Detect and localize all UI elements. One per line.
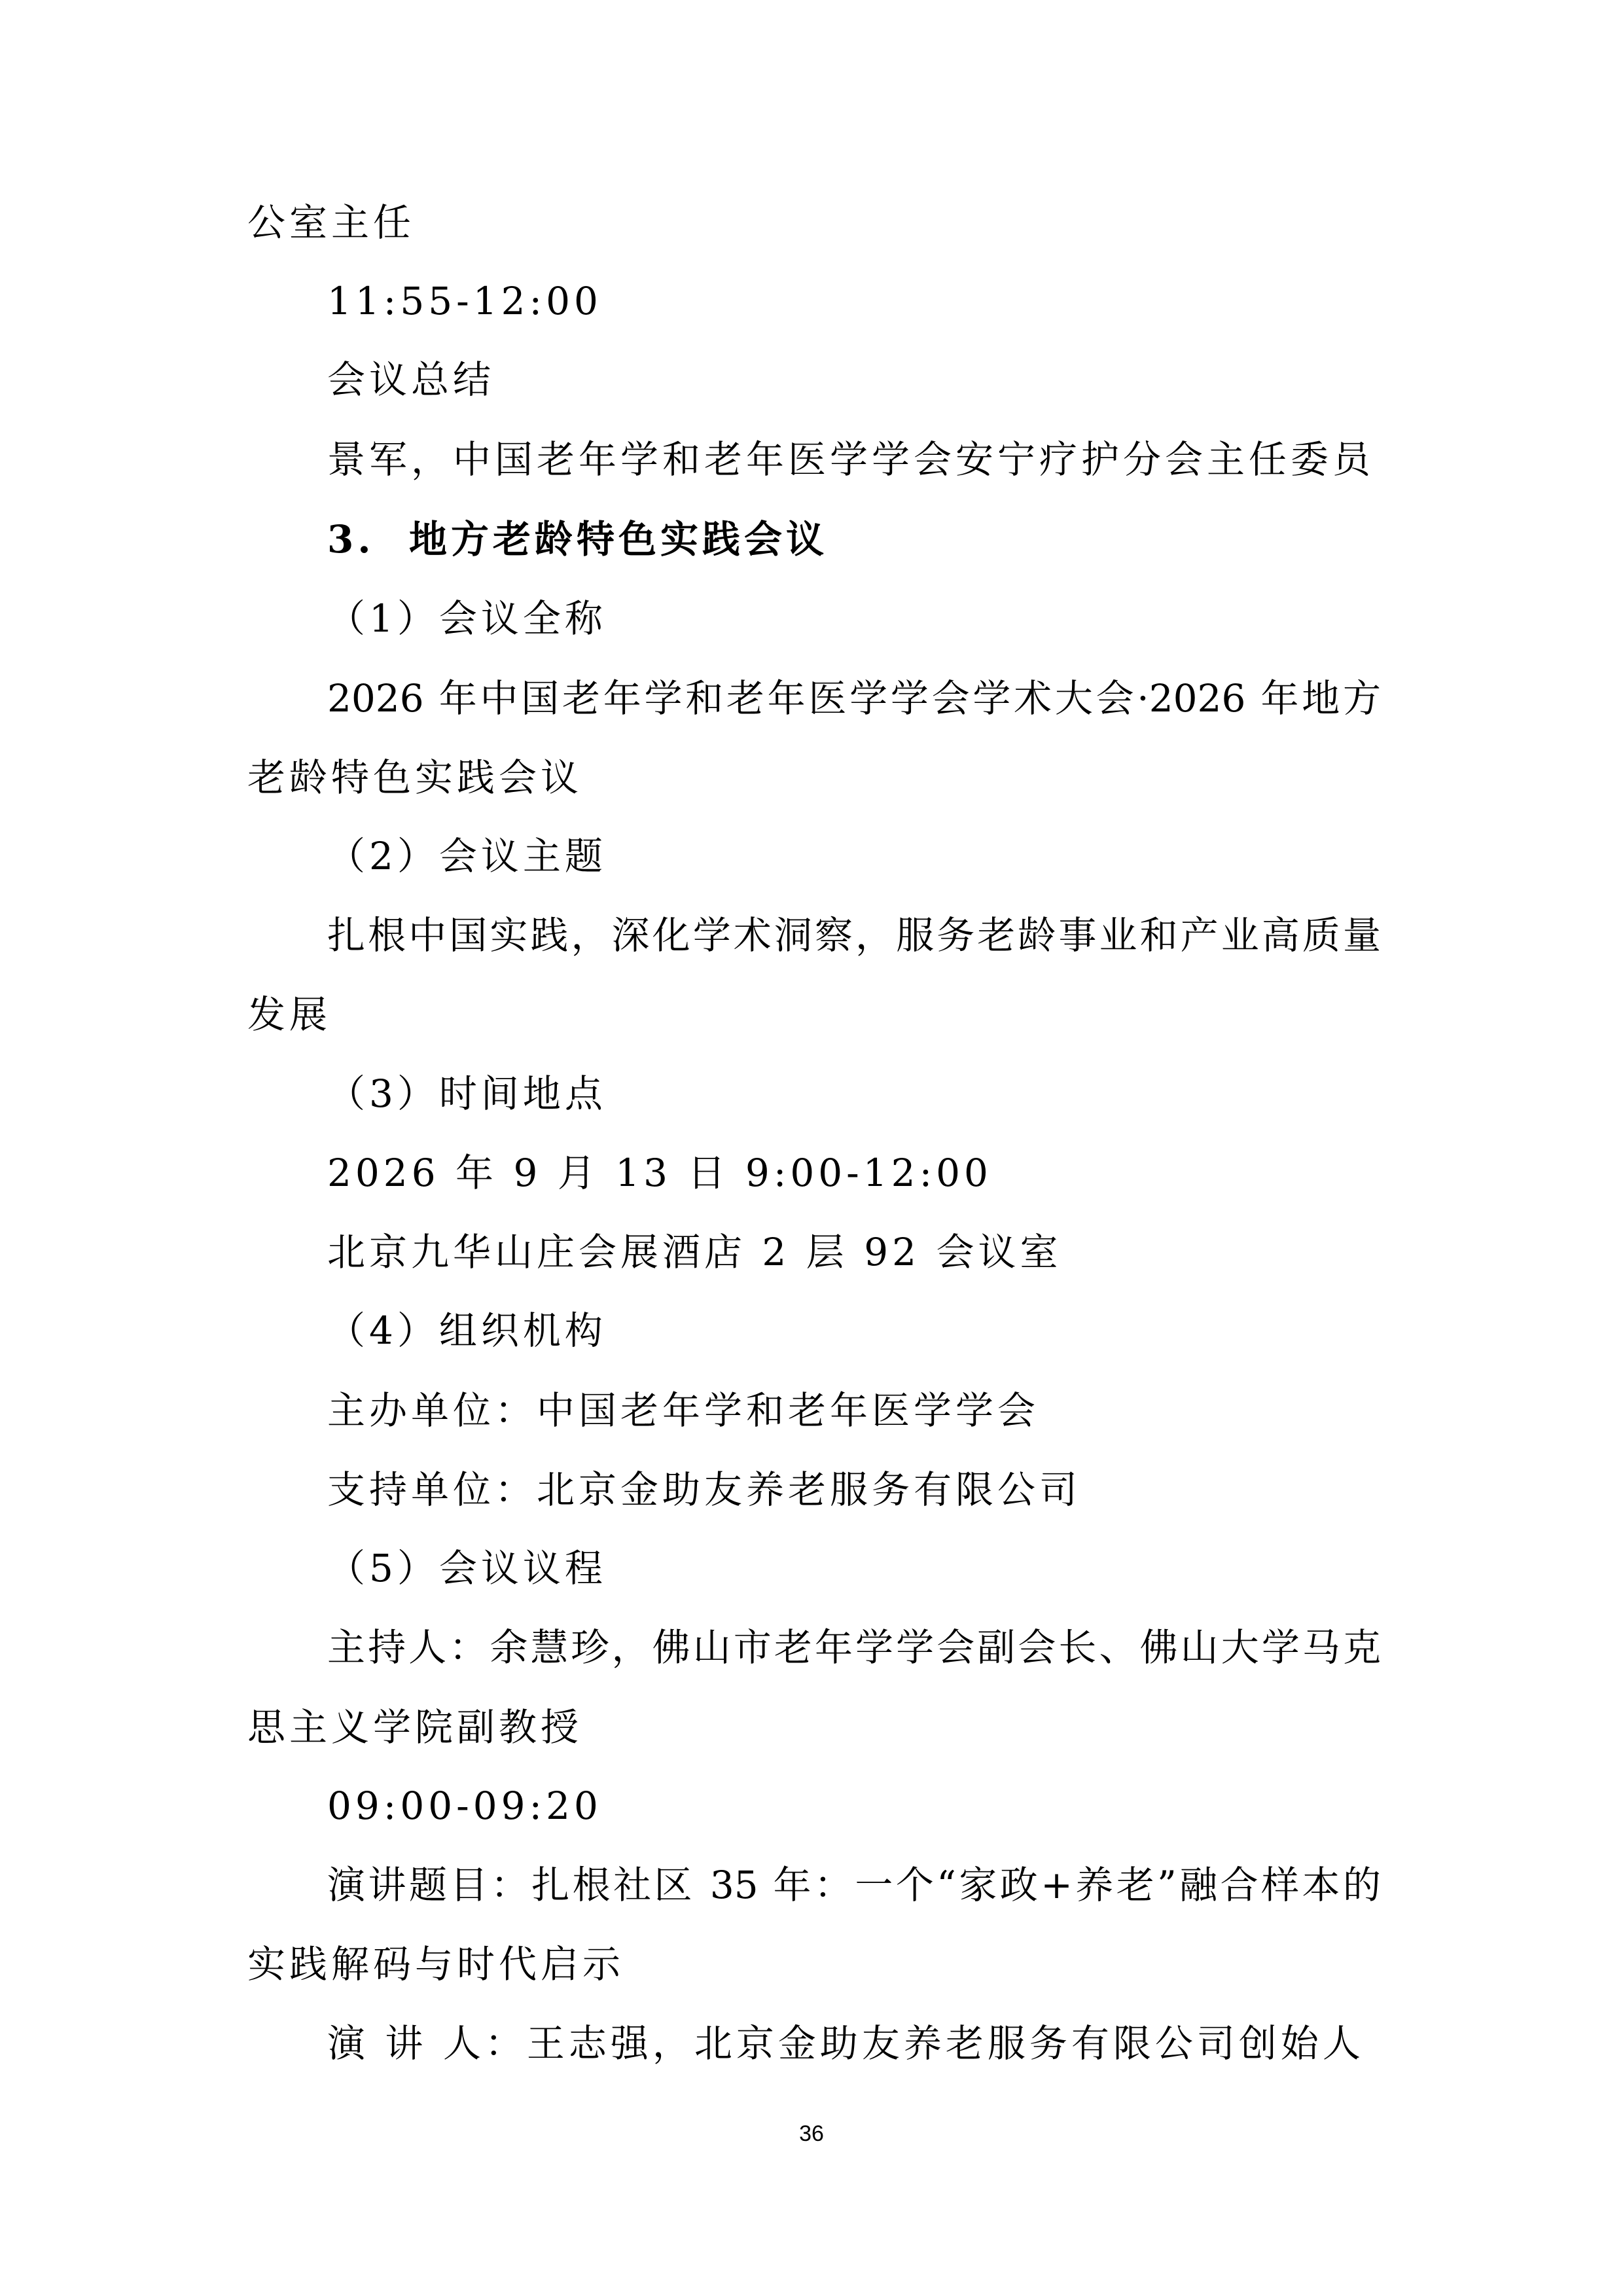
talk-title-line: 演讲题目：扎根社区 35 年：一个“家政+养老”融合样本的 bbox=[327, 1863, 1381, 1907]
subsection-title: （2）会议主题 bbox=[327, 834, 607, 878]
section-heading bbox=[327, 516, 828, 562]
speaker-line: 演 讲 人：王志强，北京金助友养老服务有限公司创始人 bbox=[327, 2021, 1364, 2066]
host-line-cont: 思主义学院副教授 bbox=[247, 1705, 583, 1749]
supporter-line: 支持单位：北京金助友养老服务有限公司 bbox=[327, 1467, 1082, 1512]
time-slot: 11:55-12:00 bbox=[327, 279, 602, 323]
speaker-line: 景军，中国老年学和老年医学学会安宁疗护分会主任委员 bbox=[327, 437, 1375, 482]
paragraph-line: 扎根中国实践，深化学术洞察，服务老龄事业和产业高质量 bbox=[327, 913, 1381, 958]
subsection-title: （1）会议全称 bbox=[327, 596, 607, 641]
section-title: 地方老龄特色实践会议 bbox=[409, 517, 829, 562]
text-line: 公室主任 bbox=[247, 200, 416, 245]
talk-title-cont: 实践解码与时代启示 bbox=[247, 1942, 625, 1986]
subsection-title: （5）会议议程 bbox=[327, 1546, 607, 1590]
subsection-title: （3）时间地点 bbox=[327, 1071, 607, 1116]
agenda-item-title: 会议总结 bbox=[327, 357, 495, 402]
host-line: 主持人：余慧珍，佛山市老年学学会副会长、佛山大学马克 bbox=[327, 1625, 1381, 1670]
section-number: 3. bbox=[327, 517, 375, 562]
venue-line: 北京九华山庄会展酒店 2 层 92 会议室 bbox=[327, 1230, 1062, 1274]
date-time-line: 2026 年 9 月 13 日 9:00-12:00 bbox=[327, 1151, 992, 1195]
paragraph-line: 发展 bbox=[247, 992, 332, 1037]
page-number: 36 bbox=[799, 2121, 824, 2146]
organizer-line: 主办单位：中国老年学和老年医学学会 bbox=[327, 1388, 1040, 1433]
time-slot: 09:00-09:20 bbox=[327, 1784, 602, 1828]
paragraph-line: 老龄特色实践会议 bbox=[247, 755, 583, 800]
subsection-title: （4）组织机构 bbox=[327, 1308, 607, 1353]
paragraph-line: 2026 年中国老年学和老年医学学会学术大会·2026 年地方 bbox=[327, 676, 1381, 721]
